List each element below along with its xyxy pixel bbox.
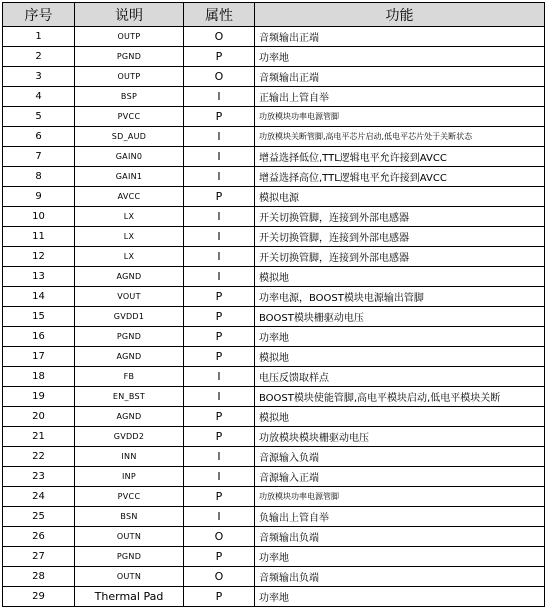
pin-attribute-cell: P [184,427,255,447]
pin-function-cell: 音频输出正端 [255,67,545,87]
table-row [3,147,545,167]
pin-function-cell: 功率地 [255,327,545,347]
pin-attribute-cell: P [184,587,255,607]
table-row [3,67,545,87]
pin-name-cell: AGND [75,267,184,287]
pin-attribute-cell: P [184,107,255,127]
pin-function-cell: 开关切换管脚，连接到外部电感器 [255,207,545,227]
pin-attribute-cell: O [184,527,255,547]
pin-name-cell: GVDD2 [75,427,184,447]
pin-attribute-cell: P [184,407,255,427]
pin-function-cell: BOOST模块使能管脚,高电平模块启动,低电平模块关断 [255,387,545,407]
pin-number-cell: 19 [3,387,75,407]
pin-function-cell: 功放模块模块栅驱动电压 [255,427,545,447]
pin-number-cell: 28 [3,567,75,587]
pin-number-cell: 14 [3,287,75,307]
pin-number-cell: 11 [3,227,75,247]
table-row [3,207,545,227]
pin-name-cell: PGND [75,547,184,567]
pin-name-cell: PGND [75,47,184,67]
pin-number-cell: 29 [3,587,75,607]
table-row [3,347,545,367]
table-row [3,227,545,247]
pin-attribute-cell: I [184,167,255,187]
pin-function-cell: 功率地 [255,547,545,567]
pin-function-cell: 模拟地 [255,407,545,427]
pin-function-cell: 功率电源，BOOST模块电源输出管脚 [255,287,545,307]
pin-name-cell: AVCC [75,187,184,207]
pin-function-cell: 功率地 [255,47,545,67]
pin-attribute-cell: O [184,567,255,587]
pin-attribute-cell: I [184,147,255,167]
pin-attribute-cell: P [184,327,255,347]
pin-number-cell: 18 [3,367,75,387]
pin-function-cell: 功放模块关断管脚,高电平芯片启动,低电平芯片处于关断状态 [255,127,545,147]
table-row [3,507,545,527]
table-row [3,27,545,47]
table-row [3,527,545,547]
pin-number-cell: 10 [3,207,75,227]
pin-name-cell: OUTN [75,527,184,547]
table-body [3,27,545,607]
pin-number-cell: 12 [3,247,75,267]
table-row [3,107,545,127]
pin-name-cell: SD_AUD [75,127,184,147]
pin-number-cell: 13 [3,267,75,287]
pin-function-cell: 功放模块功率电源管脚 [255,107,545,127]
pin-attribute-cell: I [184,467,255,487]
pin-attribute-cell: I [184,127,255,147]
table-row [3,467,545,487]
pin-attribute-cell: I [184,367,255,387]
pin-name-cell: AGND [75,407,184,427]
pin-number-cell: 6 [3,127,75,147]
pin-attribute-cell: I [184,387,255,407]
pin-name-cell: BSN [75,507,184,527]
pin-name-cell: AGND [75,347,184,367]
pin-function-cell: 音频输出正端 [255,27,545,47]
pin-function-cell: 功放模块功率电源管脚 [255,487,545,507]
pin-attribute-cell: P [184,287,255,307]
pin-function-cell: 增益选择高位,TTL逻辑电平允许接到AVCC [255,167,545,187]
header-attr: 属性 [184,3,255,27]
pin-name-cell: INP [75,467,184,487]
pin-name-cell: EN_BST [75,387,184,407]
pin-attribute-cell: P [184,547,255,567]
pin-name-cell: VOUT [75,287,184,307]
pin-attribute-cell: I [184,227,255,247]
table-row [3,567,545,587]
pin-number-cell: 26 [3,527,75,547]
pin-function-cell: 负输出上管自举 [255,507,545,527]
pin-number-cell: 27 [3,547,75,567]
pin-function-cell: 音源输入正端 [255,467,545,487]
pin-attribute-cell: P [184,47,255,67]
header-name: 说明 [75,3,184,27]
table-row [3,267,545,287]
pin-number-cell: 8 [3,167,75,187]
table-row [3,587,545,607]
pin-name-cell: GAIN0 [75,147,184,167]
pin-description-table [2,2,545,607]
pin-number-cell: 20 [3,407,75,427]
table-row [3,447,545,467]
pin-function-cell: 开关切换管脚，连接到外部电感器 [255,247,545,267]
pin-number-cell: 1 [3,27,75,47]
pin-attribute-cell: P [184,187,255,207]
table-row [3,127,545,147]
pin-name-cell: PGND [75,327,184,347]
pin-name-cell: LX [75,227,184,247]
pin-function-cell: 音源输入负端 [255,447,545,467]
pin-attribute-cell: I [184,87,255,107]
pin-name-cell: PVCC [75,107,184,127]
pin-number-cell: 24 [3,487,75,507]
pin-function-cell: 音频输出负端 [255,567,545,587]
pin-attribute-cell: I [184,447,255,467]
pin-name-cell: GAIN1 [75,167,184,187]
table-row [3,367,545,387]
pin-attribute-cell: P [184,307,255,327]
pin-function-cell: 模拟地 [255,347,545,367]
pin-number-cell: 15 [3,307,75,327]
pin-number-cell: 16 [3,327,75,347]
pin-function-cell: 正输出上管自举 [255,87,545,107]
pin-attribute-cell: O [184,67,255,87]
header-func: 功能 [255,3,545,27]
pin-function-cell: 音频输出负端 [255,527,545,547]
pin-number-cell: 25 [3,507,75,527]
pin-number-cell: 3 [3,67,75,87]
pin-name-cell: OUTP [75,27,184,47]
pin-name-cell: OUTN [75,567,184,587]
pin-function-cell: 增益选择低位,TTL逻辑电平允许接到AVCC [255,147,545,167]
table-row [3,407,545,427]
table-row [3,487,545,507]
pin-number-cell: 4 [3,87,75,107]
pin-attribute-cell: I [184,207,255,227]
pin-name-cell: BSP [75,87,184,107]
table-row [3,427,545,447]
pin-name-cell: INN [75,447,184,467]
pin-function-cell: 功率地 [255,587,545,607]
pin-name-cell: LX [75,247,184,267]
table-row [3,387,545,407]
pin-name-cell: LX [75,207,184,227]
pin-attribute-cell: I [184,267,255,287]
pin-name-cell: FB [75,367,184,387]
pin-attribute-cell: P [184,347,255,367]
table-row [3,187,545,207]
pin-function-cell: 开关切换管脚，连接到外部电感器 [255,227,545,247]
pin-number-cell: 5 [3,107,75,127]
pin-attribute-cell: O [184,27,255,47]
pin-attribute-cell: I [184,247,255,267]
pin-number-cell: 21 [3,427,75,447]
pin-function-cell: 电压反馈取样点 [255,367,545,387]
pin-name-cell: OUTP [75,67,184,87]
table-header-row [3,3,545,27]
pin-number-cell: 9 [3,187,75,207]
pin-number-cell: 2 [3,47,75,67]
table-row [3,307,545,327]
pin-function-cell: 模拟地 [255,267,545,287]
pin-name-cell: PVCC [75,487,184,507]
pin-number-cell: 23 [3,467,75,487]
table-row [3,247,545,267]
pin-attribute-cell: I [184,507,255,527]
table-row [3,327,545,347]
pin-function-cell: 模拟电源 [255,187,545,207]
pin-number-cell: 22 [3,447,75,467]
pin-attribute-cell: P [184,487,255,507]
table-row [3,87,545,107]
pin-number-cell: 7 [3,147,75,167]
pin-name-cell: Thermal Pad [75,587,184,607]
pin-function-cell: BOOST模块栅驱动电压 [255,307,545,327]
table-row [3,47,545,67]
pin-number-cell: 17 [3,347,75,367]
table-row [3,167,545,187]
header-no: 序号 [3,3,75,27]
table-row [3,287,545,307]
table-row [3,547,545,567]
pin-name-cell: GVDD1 [75,307,184,327]
